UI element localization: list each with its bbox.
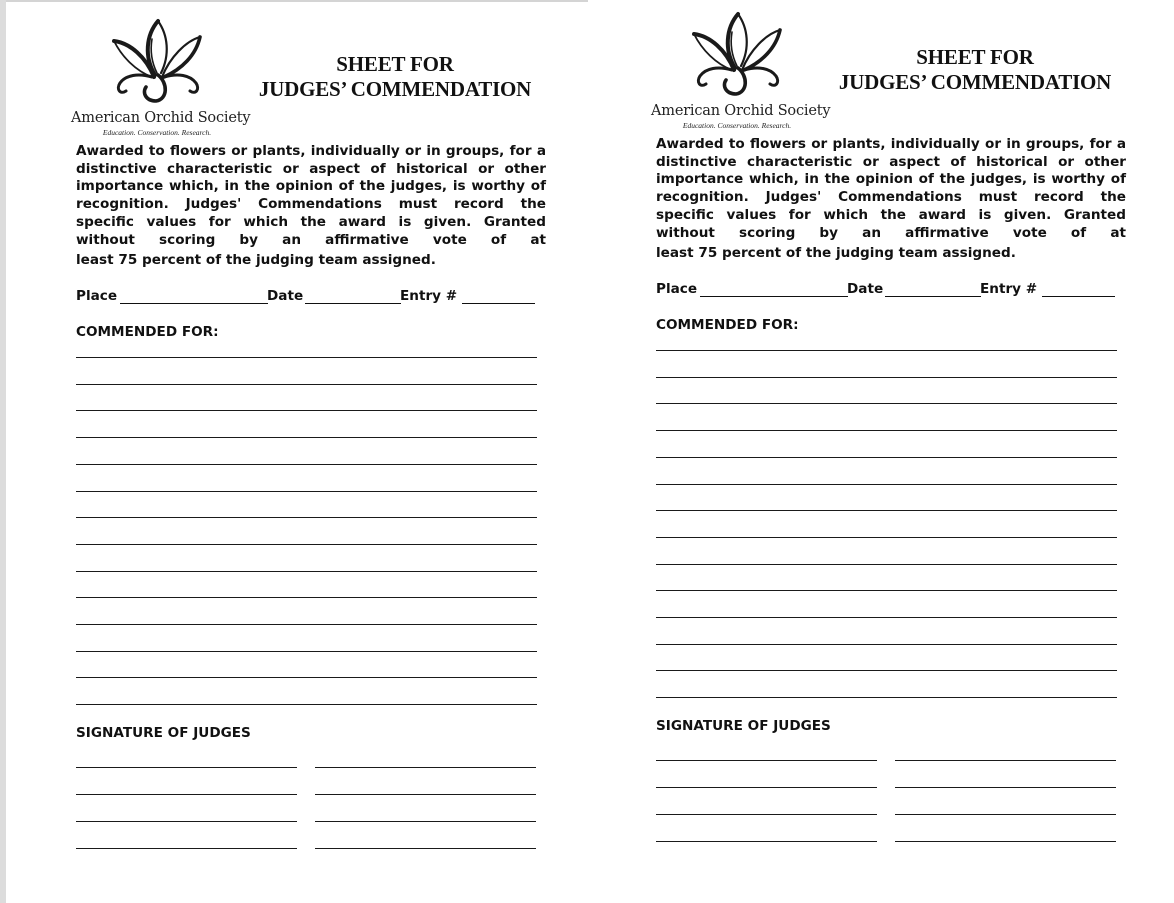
date-field[interactable]	[305, 303, 401, 304]
commended-for-line[interactable]	[656, 350, 1117, 351]
judge-signature-line[interactable]	[895, 841, 1116, 842]
judge-signature-line[interactable]	[76, 848, 297, 849]
judge-signature-line[interactable]	[76, 794, 297, 795]
commended-for-line[interactable]	[76, 677, 537, 678]
commended-for-label: COMMENDED FOR:	[76, 324, 219, 340]
commended-for-line[interactable]	[656, 457, 1117, 458]
organization-name: American Orchid Society	[651, 103, 831, 119]
sheet-title	[820, 45, 1130, 95]
commended-for-line[interactable]	[76, 544, 537, 545]
orchid-logo-svg	[108, 17, 208, 107]
commended-for-line[interactable]	[656, 377, 1117, 378]
commended-for-line[interactable]	[656, 484, 1117, 485]
judge-signature-line[interactable]	[315, 767, 536, 768]
award-description	[76, 143, 546, 270]
commended-for-line[interactable]	[656, 617, 1117, 618]
award-description-body: Awarded to flowers or plants, individually or in groups, for a distinctive characteristic or aspect of historical or other importance which, in the opinion of the judges, is worthy of recognition. Judges' Commendations must record the specific values for which the award is given. Granted without scoring by an affirmative vote of at	[76, 143, 546, 248]
judge-signature-line[interactable]	[315, 794, 536, 795]
sheet-title-line-2: JUDGES’ COMMENDATION	[258, 77, 532, 101]
commended-for-line[interactable]	[76, 517, 537, 518]
judge-signature-line[interactable]	[895, 814, 1116, 815]
commended-for-line[interactable]	[656, 564, 1117, 565]
date-label: Date	[847, 281, 884, 297]
award-description-last-line: least 75 percent of the judging team assigned.	[76, 252, 436, 269]
sheet-title	[240, 52, 550, 102]
entry-number-label: Entry #	[400, 288, 458, 304]
place-label: Place	[76, 288, 118, 304]
commended-for-line[interactable]	[76, 491, 537, 492]
entry-fields-row	[656, 281, 1126, 301]
date-label: Date	[267, 288, 304, 304]
signature-of-judges-label: SIGNATURE OF JUDGES	[76, 725, 251, 741]
commended-for-line[interactable]	[76, 704, 537, 705]
organization-name: American Orchid Society	[71, 110, 251, 126]
commended-for-line[interactable]	[656, 403, 1117, 404]
commended-for-line[interactable]	[656, 510, 1117, 511]
sheet-title-line-2: JUDGES’ COMMENDATION	[838, 70, 1112, 94]
commended-for-line[interactable]	[656, 537, 1117, 538]
judge-signature-line[interactable]	[895, 760, 1116, 761]
judge-signature-line[interactable]	[656, 787, 877, 788]
judge-signature-line[interactable]	[76, 767, 297, 768]
entry-number-field[interactable]	[1042, 296, 1115, 297]
place-label: Place	[656, 281, 698, 297]
commendation-sheet-left	[0, 0, 560, 880]
commended-for-line[interactable]	[76, 357, 537, 358]
entry-fields-row	[76, 288, 546, 308]
commended-for-line[interactable]	[76, 464, 537, 465]
commended-for-line[interactable]	[656, 670, 1117, 671]
judge-signature-line[interactable]	[895, 787, 1116, 788]
entry-number-field[interactable]	[462, 303, 535, 304]
commended-for-line[interactable]	[76, 624, 537, 625]
commended-for-line[interactable]	[76, 571, 537, 572]
commended-for-line[interactable]	[656, 697, 1117, 698]
judge-signature-line[interactable]	[656, 814, 877, 815]
commendation-sheet-right	[580, 0, 1140, 873]
judge-signature-line[interactable]	[315, 848, 536, 849]
orchid-logo-icon	[108, 17, 208, 107]
commended-for-line[interactable]	[656, 430, 1117, 431]
sheet-title-line-1: SHEET FOR	[916, 45, 1034, 69]
award-description	[656, 136, 1126, 263]
organization-tagline: Education. Conservation. Research.	[102, 128, 212, 137]
commended-for-line[interactable]	[76, 410, 537, 411]
commended-for-line[interactable]	[76, 384, 537, 385]
organization-tagline: Education. Conservation. Research.	[682, 121, 792, 130]
award-description-body: Awarded to flowers or plants, individually or in groups, for a distinctive characteristic or aspect of historical or other importance which, in the opinion of the judges, is worthy of recognition. Judges' Commendations must record the specific values for which the award is given. Granted without scoring by an affirmative vote of at	[656, 136, 1126, 241]
entry-number-label: Entry #	[980, 281, 1038, 297]
judge-signature-line[interactable]	[656, 760, 877, 761]
commended-for-line[interactable]	[76, 437, 537, 438]
commended-for-label: COMMENDED FOR:	[656, 317, 799, 333]
commended-for-line[interactable]	[76, 597, 537, 598]
judge-signature-line[interactable]	[315, 821, 536, 822]
orchid-logo-icon	[688, 10, 788, 100]
judge-signature-line[interactable]	[656, 841, 877, 842]
signature-of-judges-label: SIGNATURE OF JUDGES	[656, 718, 831, 734]
commended-for-line[interactable]	[76, 651, 537, 652]
commended-for-line[interactable]	[656, 590, 1117, 591]
place-field[interactable]	[120, 303, 268, 304]
date-field[interactable]	[885, 296, 981, 297]
commended-for-line[interactable]	[656, 644, 1117, 645]
award-description-last-line: least 75 percent of the judging team assigned.	[656, 245, 1016, 262]
orchid-logo-svg	[688, 10, 788, 100]
sheet-title-line-1: SHEET FOR	[336, 52, 454, 76]
judge-signature-line[interactable]	[76, 821, 297, 822]
place-field[interactable]	[700, 296, 848, 297]
